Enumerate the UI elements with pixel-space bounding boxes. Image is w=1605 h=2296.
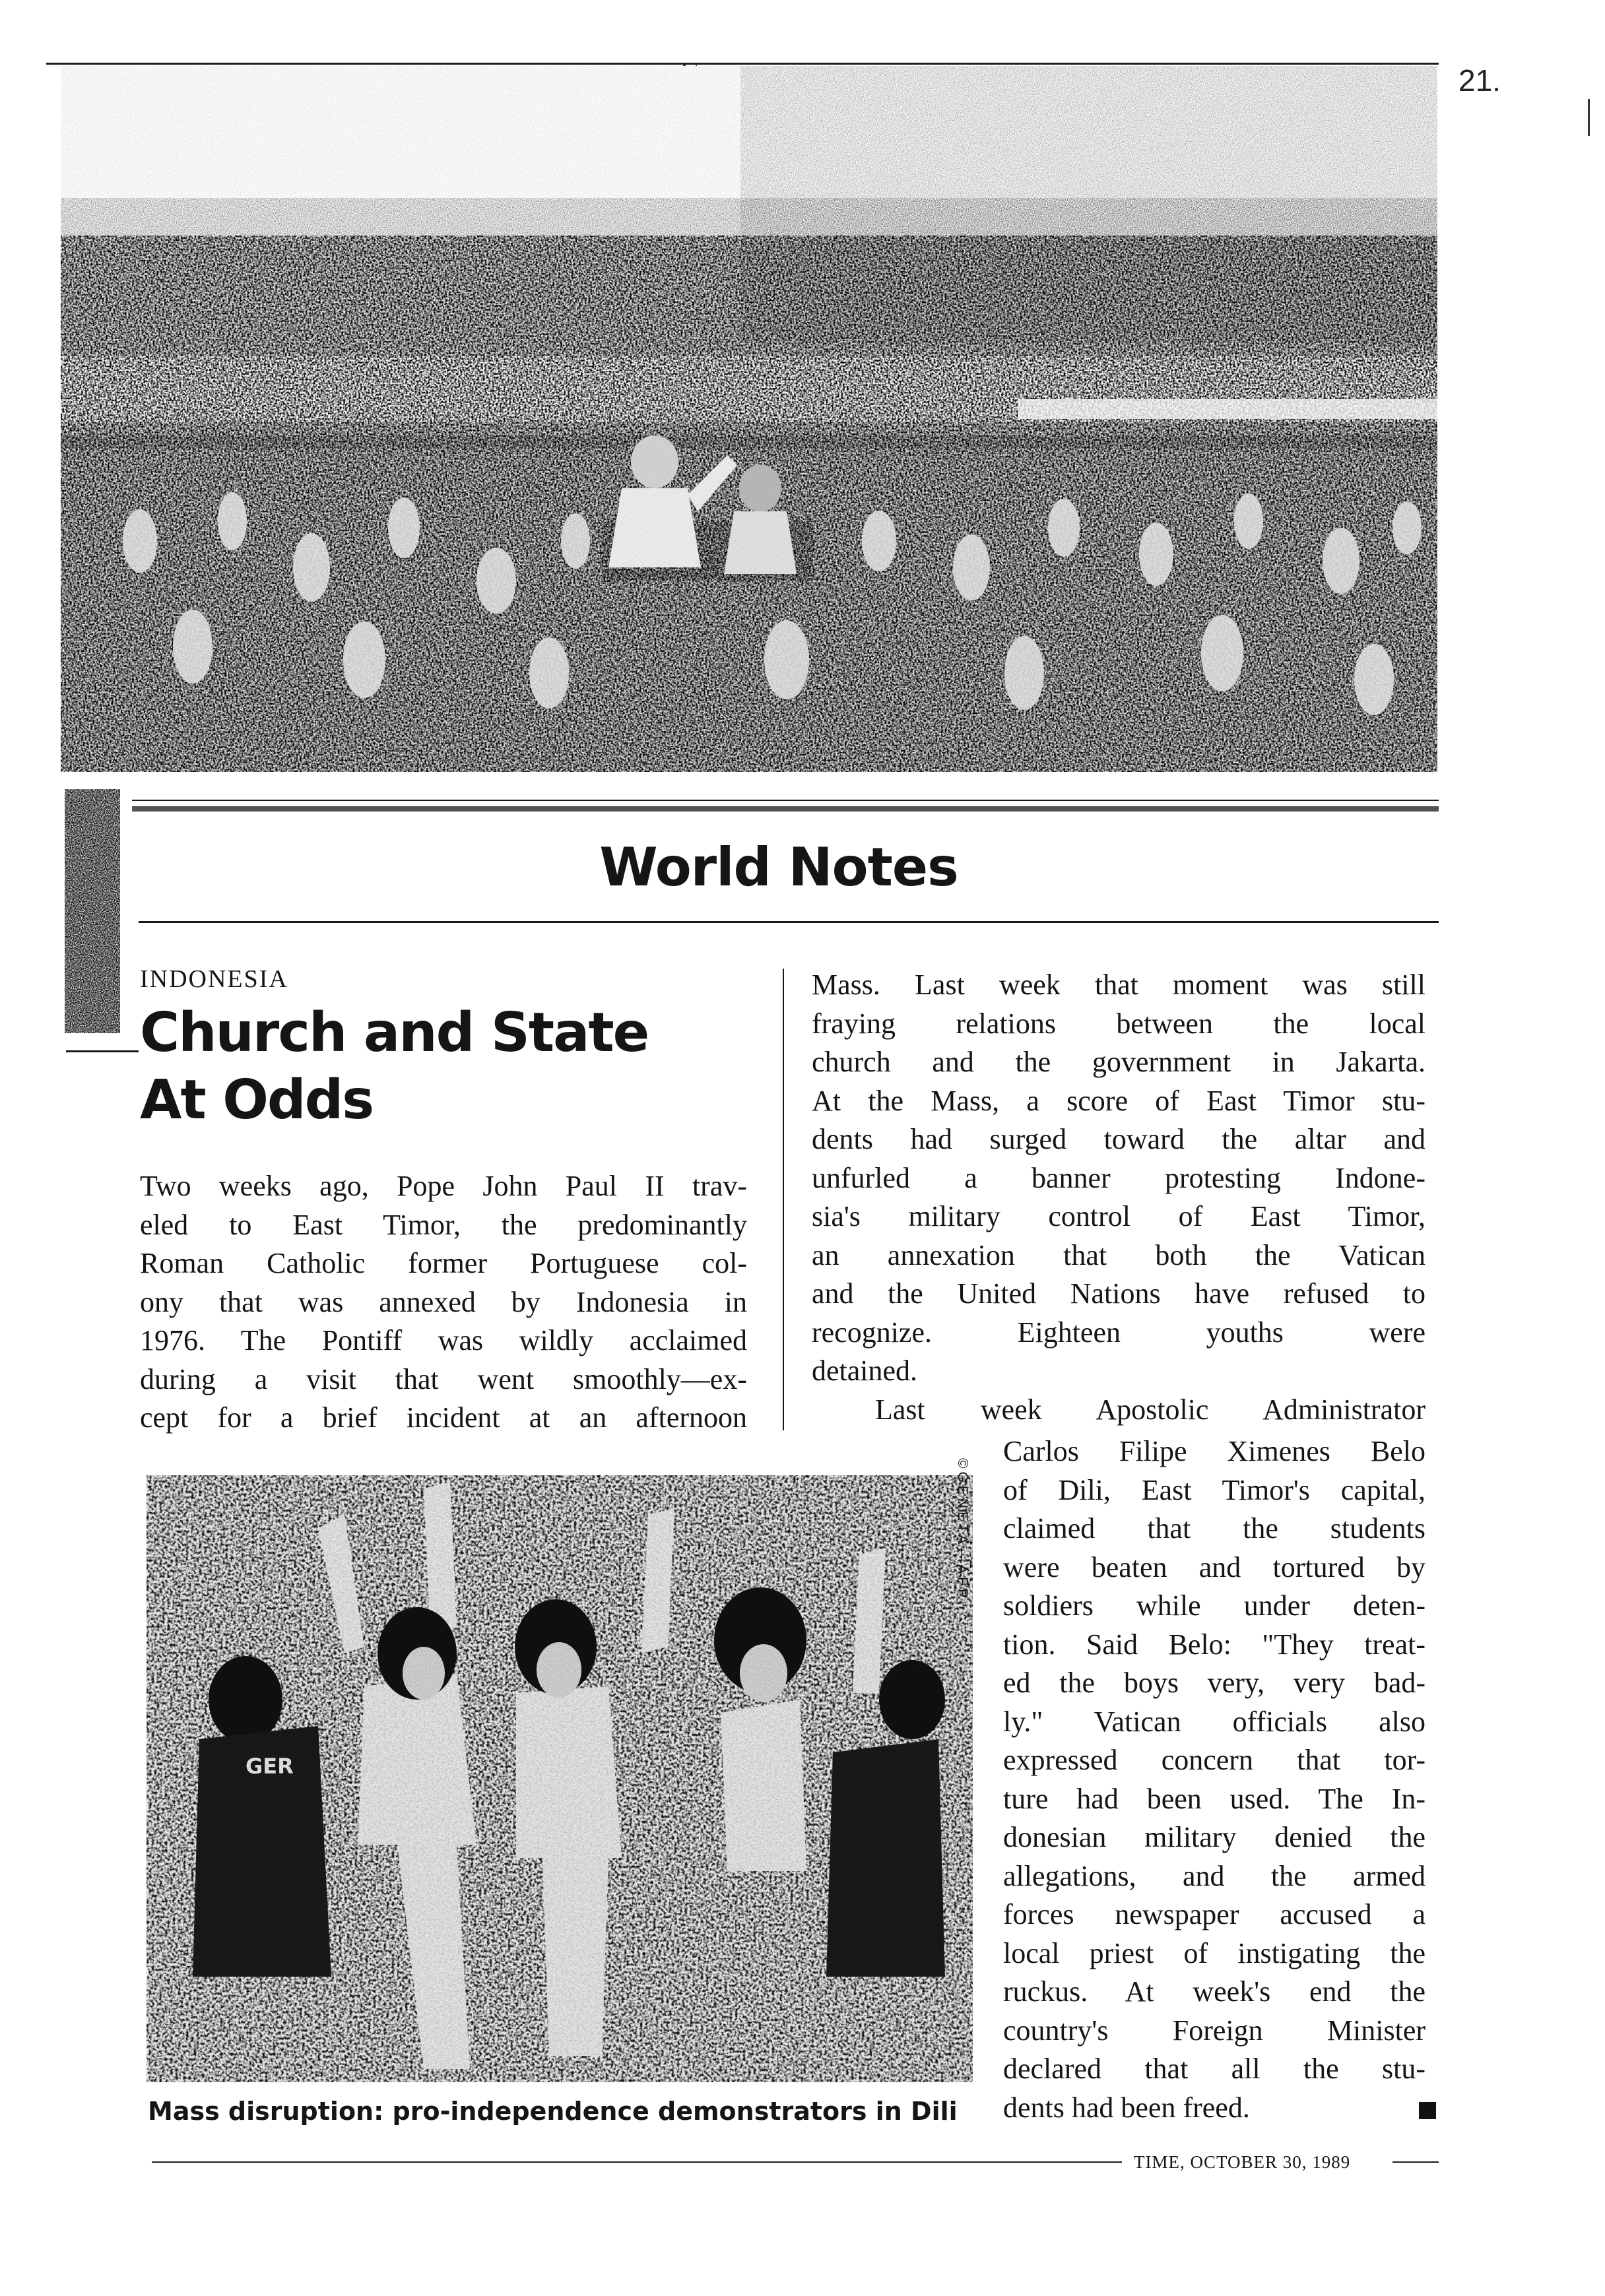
body-line: eled to East Timor, the predominantly [140, 1208, 747, 1241]
demonstrators-illustration [147, 1475, 973, 2082]
article-column-1 [140, 1167, 747, 1438]
body-line: sia's military control of East Timor, [812, 1200, 1425, 1232]
body-line: Last week Apostolic Administrator [875, 1393, 1425, 1426]
section-thin-rule [132, 800, 1439, 801]
body-line: tion. Said Belo: "They treat- [1003, 1628, 1425, 1661]
body-line: soldiers while under deten- [1003, 1589, 1425, 1622]
headline-line-2: At Odds [140, 1069, 374, 1132]
footer-rule-right [1392, 2161, 1439, 2163]
body-line: At the Mass, a score of East Timor stu- [812, 1084, 1425, 1117]
body-line: fraying relations between the local [812, 1007, 1425, 1040]
body-line: dents had been freed. [1003, 2091, 1250, 2124]
body-line: Mass. Last week that moment was still [812, 969, 1425, 1001]
body-line: allegations, and the armed [1003, 1859, 1425, 1892]
margin-photo-fragment-illustration [65, 789, 120, 1033]
page-number-mark: 21. [1458, 63, 1501, 98]
body-line: ture had been used. The In- [1003, 1782, 1425, 1815]
pope-crowd-photo [61, 66, 1437, 772]
body-line: declared that all the stu- [1003, 2053, 1425, 2085]
body-line: forces newspaper accused a [1003, 1898, 1425, 1930]
article-column-3 [1003, 1432, 1425, 2127]
body-line: Carlos Filipe Ximenes Belo [1003, 1435, 1425, 1467]
body-line: 1976. The Pontiff was wildly acclaimed [140, 1324, 747, 1356]
body-line: an annexation that both the Vatican [812, 1238, 1425, 1271]
footer-credit: TIME, OCTOBER 30, 1989 [1134, 2152, 1351, 2172]
shirt-lettering: GER [246, 1754, 294, 1779]
body-line: during a visit that went smoothly—ex- [140, 1362, 747, 1395]
section-title: World Notes [599, 837, 958, 898]
body-line: country's Foreign Minister [1003, 2014, 1425, 2047]
body-line: ly." Vatican officials also [1003, 1705, 1425, 1738]
photo-credit-afp: ©GENETA—AFP [955, 1458, 970, 1602]
body-line: dents had surged toward the altar and [812, 1123, 1425, 1155]
pope-crowd-illustration [61, 66, 1437, 772]
margin-photo-fragment [65, 789, 120, 1033]
body-line: local priest of instigating the [1003, 1936, 1425, 1969]
margin-dash [66, 1050, 139, 1052]
section-thick-rule [132, 806, 1439, 812]
body-line: Roman Catholic former Portuguese col- [140, 1247, 747, 1279]
demonstrators-photo [147, 1475, 973, 2082]
photo-caption: Mass disruption: pro-independence demonstrators in Dili [148, 2097, 958, 2126]
headline-line-1: Church and State [140, 1002, 649, 1064]
body-line: cept for a brief incident at an afternoon [140, 1401, 747, 1434]
body-line: claimed that the students [1003, 1512, 1425, 1545]
footer-rule-left [152, 2161, 1122, 2163]
body-line: unfurled a banner protesting Indone- [812, 1161, 1425, 1194]
body-line: of Dili, East Timor's capital, [1003, 1473, 1425, 1506]
body-line: ed the boys very, very bad- [1003, 1667, 1425, 1699]
body-line: donesian military denied the [1003, 1821, 1425, 1853]
top-rule [46, 63, 1439, 65]
body-line: were beaten and tortured by [1003, 1550, 1425, 1583]
section-bottom-rule [139, 921, 1439, 923]
margin-tick [1588, 99, 1590, 136]
article-column-2 [812, 966, 1425, 1429]
body-line: church and the government in Jakarta. [812, 1046, 1425, 1078]
body-line: and the United Nations have refused to [812, 1277, 1425, 1310]
kicker-indonesia: INDONESIA [140, 965, 288, 993]
body-line: Two weeks ago, Pope John Paul II trav- [140, 1170, 747, 1202]
body-line: detained. [812, 1355, 918, 1387]
end-mark [1419, 2102, 1436, 2119]
body-line: expressed concern that tor- [1003, 1744, 1425, 1776]
body-line: ruckus. At week's end the [1003, 1975, 1425, 2008]
body-line: recognize. Eighteen youths were [812, 1316, 1425, 1349]
body-line: ony that was annexed by Indonesia in [140, 1285, 747, 1318]
column-divider [783, 969, 784, 1430]
